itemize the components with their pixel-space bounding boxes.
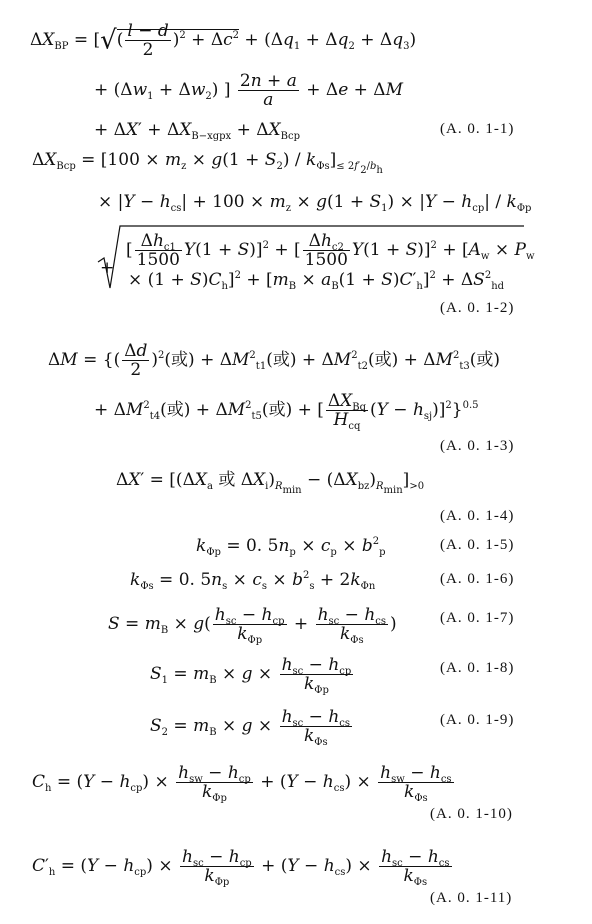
eq2-line3: [ $\frac{\Delta h_{c1}}{1500}$ Y(1 + S)]$^2$ + [ $\frac{\Delta h_{c2}}{1500}$ $Y(1 + S)]^2 + [A_w \times P_w$: [126, 231, 535, 270]
equation-number: (A. 0. 1-4): [440, 508, 515, 524]
equation-number: (A. 0. 1-1): [440, 121, 515, 137]
eq3-line2: + $\Delta M^2_{t4}$(或) + $\Delta M^2_{t5}$(或) + [ $\frac{\Delta X_{Bq}}{H_{cq}}$ $(Y - h_{sj})]^2\}^{0.5}$: [94, 391, 479, 432]
eq7-line1: $S = m_B \times g$( $\frac{h_{sc} - h_{cp}}{k_{\Phi p}}$ + $\frac{h_{sc} - h_{cs}}{k_{\Phi s}}$ ): [108, 605, 397, 646]
equation-number: (A. 0. 1-9): [440, 712, 515, 728]
equation-number: (A. 0. 1-10): [430, 806, 513, 822]
eq8-line1: $S_1 = m_B \times g$ × $\frac{h_{sc} - h_{cp}}{k_{\Phi p}}$: [150, 655, 352, 696]
eq2-line1: $\Delta X_{Bcp} = [100 \times m_z \times g(1 + S_2) / k_{\Phi s}]_{\le 2f'_2/b_h}$: [32, 150, 383, 176]
eq10-line1: $C_h = (Y - h_{cp})$ × $\frac{h_{sw} - h_{cp}}{k_{\Phi p}}$ + $(Y - h_{cs})$ × $\frac{h_{sw} - h_{cs}}{k_{\Phi s}}$: [32, 763, 452, 804]
eq2-line2: × $|Y - h_{cs}| + 100 \times m_z \times g(1 + S_1) \times |Y - h_{cp}| / k_{\Phi p}$: [98, 192, 532, 214]
eq1-line1: $\Delta X_{BP}$ = [√( $\frac{l - d}{2}$ )$^2 + \Delta c^2 + (\Delta q_1 + \Delta q_2 + \Delta q_3)$: [30, 21, 417, 60]
equation-number: (A. 0. 1-5): [440, 537, 515, 553]
eq5-line1: $k_{\Phi p} = 0$. $5n_p \times c_p \times b^2_p$: [196, 536, 386, 558]
equation-number: (A. 0. 1-2): [440, 300, 515, 316]
eq9-line1: $S_2 = m_B \times g$ × $\frac{h_{sc} - h_{cs}}{k_{\Phi s}}$: [150, 707, 351, 748]
eq2-plus: +: [100, 258, 115, 278]
eq2-line4: × $(1 + S)C_h]^2 + [m_B \times a_B(1 + S)C'_h]^2 + \Delta S^2_{hd}$: [128, 270, 505, 292]
equation-number: (A. 0. 1-8): [440, 660, 515, 676]
eq6-line1: $k_{\Phi s} = 0$. $5n_s \times c_s \times b^2_s + 2k_{\Phi n}$: [130, 570, 376, 592]
equation-number: (A. 0. 1-6): [440, 571, 515, 587]
equation-number: (A. 0. 1-11): [430, 890, 513, 906]
eq3-line1: ΔM = {( $\frac{\Delta d}{2}$ )$^2$(或) + $\Delta M^2_{t1}$(或) + $\Delta M^2_{t2}$(或) + $\Delta M^2_{t3}$(或): [48, 341, 501, 380]
eq1-line2: + $(\Delta w_1 + \Delta w_2)$ ] $\frac{2n + a}{a}$ + Δe + ΔM: [94, 71, 404, 110]
eq4-line1: $\Delta X' = [(\Delta X_a$ 或 $\Delta X_i)_{R_{min}} - (\Delta X_{bz})_{R_{min}}]_{>0}$: [116, 470, 425, 496]
equation-number: (A. 0. 1-3): [440, 438, 515, 454]
eq1-line3: + $\Delta X' + \Delta X_{B-xgpx} + \Delta X_{Bcp}$: [94, 120, 300, 142]
eq11-line1: $C'_h = (Y - h_{cp})$ × $\frac{h_{sc} - h_{cp}}{k_{\Phi p}}$ + $(Y - h_{cs})$ × $\frac{h_{sc} - h_{cs}}{k_{\Phi s}}$: [32, 847, 450, 888]
equation-number: (A. 0. 1-7): [440, 610, 515, 626]
